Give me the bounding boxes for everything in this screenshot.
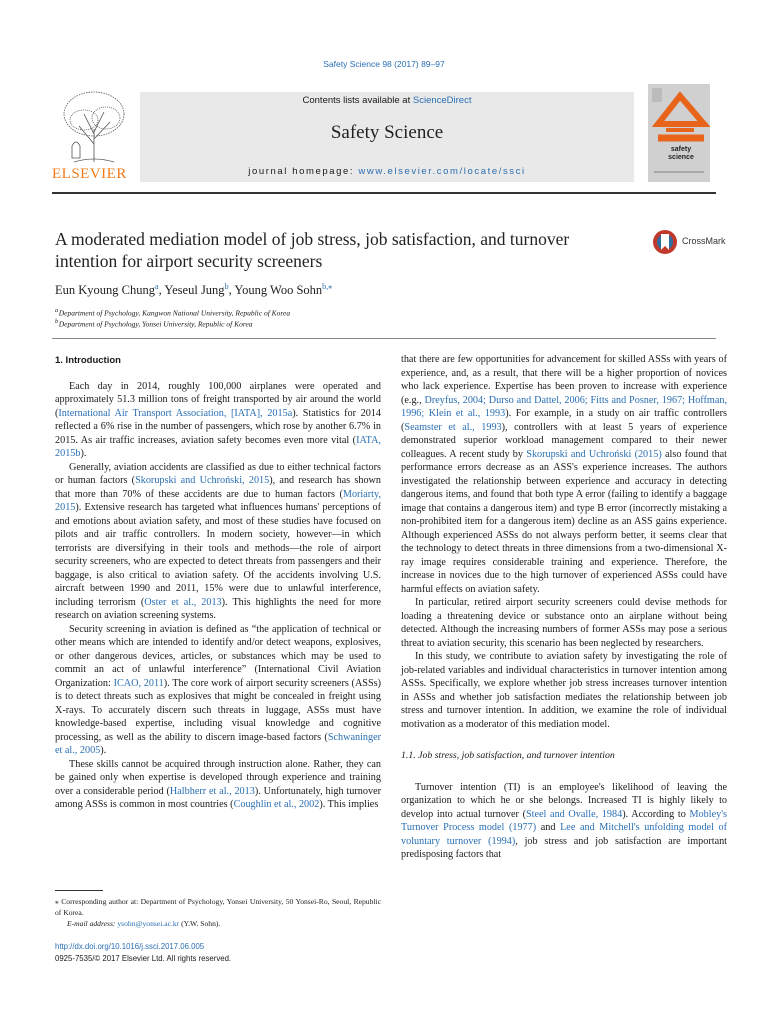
affiliation — [55, 318, 253, 329]
crossmark-label: CrossMark — [682, 236, 726, 246]
text-run: In particular, retired airport security screeners could devise methods for loading a threatening device or substance onto an airplane without being detected. Although the increasing numbers of former ASSs may pose a serious threat to aviation security, this scenario has been neglected by researchers. — [401, 597, 727, 649]
text-run: ). This highlights the need for more research on aviation screening systems. — [55, 596, 381, 621]
text-run: ). — [100, 745, 107, 756]
citation-link[interactable]: Oster et al., 2013 — [144, 596, 222, 608]
header-rule — [52, 192, 716, 194]
right-column — [401, 353, 727, 862]
citation-link[interactable]: Schwaninger et al., 2005 — [55, 731, 381, 756]
doi-link[interactable]: http://dx.doi.org/10.1016/j.ssci.2017.06.005 — [55, 942, 205, 951]
text-run: ). According to — [622, 808, 690, 820]
email-label: E-mail address: — [67, 919, 118, 928]
text-run: ). Statistics for 2014 reflected a 6% rise in the number of passengers, which rose by another 6.7% in 2015. As air traffic increases, aviation safety becomes even more vital ( — [55, 407, 381, 446]
body-paragraph — [55, 623, 381, 758]
footnote-rule — [55, 890, 103, 891]
email-suffix: (Y.W. Sohn). — [179, 919, 221, 928]
author-affil-sup[interactable]: b,⁎ — [322, 282, 333, 291]
affiliation-sup: b — [55, 318, 59, 325]
affiliation-text: Department of Psychology, Yonsei University, Republic of Korea — [58, 319, 253, 329]
crossmark-icon — [652, 228, 678, 256]
crossmark-badge[interactable] — [652, 228, 732, 258]
author-affil-sup[interactable]: a — [155, 282, 159, 291]
section-rule — [52, 338, 716, 339]
citation-link[interactable]: International Air Transport Association, [IATA], 2015a — [58, 407, 293, 419]
citation-link[interactable]: Skorupski and Uchroński (2015) — [526, 448, 662, 460]
subsection-heading: 1.1. Job stress, job satisfaction, and turnover intention — [401, 750, 615, 761]
footnote-email — [55, 918, 381, 929]
text-run: ), and research has shown that more than 70% of these accidents are due to human factors ( — [55, 475, 381, 500]
citation-link[interactable]: Moriarty, 2015 — [55, 488, 381, 513]
body-paragraph — [401, 781, 727, 862]
elsevier-wordmark: ELSEVIER — [52, 166, 127, 182]
citation-link[interactable]: Seamster et al., 1993 — [404, 421, 502, 433]
citation-link[interactable]: Coughlin et al., 2002 — [233, 799, 320, 810]
homepage-link[interactable]: www.elsevier.com/locate/ssci — [358, 166, 526, 177]
text-run: Generally, aviation accidents are classified as due to either technical factors or human factors ( — [55, 461, 381, 486]
text-run: that there are few opportunities for advancement for skilled ASSs with years of experience, and, as a result, that there will be a higher proportion of novices who lack experience. Expertise has been proven to increase with experience (e.g., — [401, 354, 727, 406]
copyright-line: 0925-7535/© 2017 Elsevier Ltd. All rights reserved. — [55, 954, 232, 963]
citation-link[interactable]: Halbherr et al., 2013 — [169, 785, 255, 797]
text-run: ), controllers with at least 5 years of experience demonstrated superior workload management compared to their newer colleagues. A recent study by — [401, 421, 728, 460]
citation-link[interactable]: Lee and Mitchell's unfolding model of voluntary turnover (1994) — [401, 822, 727, 847]
author-name[interactable]: Eun Kyoung Chung — [55, 283, 155, 298]
contents-line — [140, 95, 634, 106]
article-title: A moderated mediation model of job stress, job satisfaction, and turnover intention for airport security screeners — [55, 229, 570, 271]
affiliation-text: Department of Psychology, Kangwon National University, Republic of Korea — [58, 308, 291, 318]
text-run: ). Extensive research has targeted what influences humans' perceptions of and emotions about aviation safety, and most of these studies have focused on pilots and air traffic controllers. In modern society, however—in which terrorists are diversifying in their tools and methods—the role of airport security screeners, who are expected to detect threats from passengers and their baggage, is also critical to aviation safety. Of the accidents involving U.S. aircraft between 1990 and 2011, 15% were due to unlawful interference, including terrorism ( — [55, 502, 381, 608]
citation-link[interactable]: Mobley's Turnover Process model (1977) — [401, 808, 727, 833]
section-heading: 1. Introduction — [55, 355, 121, 366]
cover-title: safety science — [668, 146, 694, 161]
text-run: ). Unfortunately, high turnover among ASSs is common in most countries ( — [55, 785, 381, 810]
author-name[interactable]: Young Woo Sohn — [234, 283, 323, 298]
journal-reference[interactable]: Safety Science 98 (2017) 89–97 — [323, 59, 445, 69]
journal-homepage — [140, 166, 634, 177]
text-run: Turnover intention (TI) is an employee's likelihood of leaving the organization to which he or she belongs. Increased TI is highly likely to develop into actual turnover ( — [401, 781, 727, 820]
author-name[interactable]: Yeseul Jung — [164, 283, 225, 298]
email-link[interactable]: ysohn@yonsei.ac.kr — [117, 919, 180, 928]
citation-link[interactable]: IATA, 2015b — [55, 434, 381, 459]
footnote-corresponding: ⁎ Corresponding author at: Department of Psychology, Yonsei University, 50 Yonsei-Ro, Seoul, Republic of Korea. — [55, 897, 381, 917]
text-run: ). — [80, 448, 87, 459]
citation-link[interactable]: Dreyfus, 2004; Durso and Dattel, 2006; Fitts and Posner, 1967; Hoffman, 1996; Klein et al., 1993 — [401, 394, 727, 419]
journal-title: Safety Science — [330, 122, 444, 143]
text-run: Each day in 2014, roughly 100,000 airplanes were operated and approximately 51.3 million tons of freight transported by air around the world ( — [55, 380, 381, 419]
body-paragraph — [401, 596, 727, 650]
text-run: ). The core work of airport security screeners (ASSs) is to detect threats such as explosives that might be concealed in freight using X-rays. To accurately discern such threats in luggage, ASSs must have knowledge-based expertise, including visual knowledge and cognitive processing, as well as the ability to discern image-based factors ( — [55, 677, 381, 743]
body-paragraph — [401, 353, 727, 596]
affiliation-sup: a — [55, 307, 59, 314]
citation-link[interactable]: ICAO, 2011 — [113, 677, 164, 689]
left-column — [55, 354, 381, 812]
citation-link[interactable]: Skorupski and Uchroński, 2015 — [135, 475, 270, 486]
cover-graphic-icon — [648, 84, 710, 182]
affiliation — [55, 307, 290, 318]
text-run: also found that performance errors decrease as an ASS's experience increases. The authors investigated the relationship between experience and accuracy in detecting dangerous items, and found that both type A error (failing to identify a baggage image that contains a dangerous item) and type B error (incorrectly mistaking a non-prohibited item for a dangerous item) decline as an ASS gains experience. Although experienced ASSs do not always perform better, it seems clear that the technology to detect threats in three dimensions from a two-dimensional X-ray image requires considerable training and experience. Therefore, the increase in novices due to the high turnover of experienced ASSs could have harmful effects on aviation safety. — [401, 448, 727, 595]
author-list: Eun Kyoung Chung$^a$, Yeseul Jung$^b$, Young Woo Sohn$^{b,⁎}$ — [55, 282, 333, 298]
body-paragraph — [55, 461, 381, 623]
body-paragraph — [401, 650, 727, 731]
journal-cover-thumbnail — [648, 84, 710, 182]
citation-link[interactable]: Steel and Ovalle, 1984 — [526, 808, 623, 820]
text-run: These skills cannot be acquired through instruction alone. Rather, they can be gained only when expertise is developed through experience and training over a considerable period ( — [55, 758, 381, 797]
sciencedirect-link[interactable]: ScienceDirect — [412, 95, 472, 106]
text-run: , job stress and job satisfaction are important predisposing factors that — [401, 835, 728, 860]
contents-prefix: Contents lists available at — [302, 95, 413, 106]
homepage-prefix: journal homepage: — [248, 166, 359, 177]
text-run: ). For example, in a study on air traffic controllers ( — [401, 408, 727, 433]
text-run: In this study, we contribute to aviation safety by investigating the role of job-related variables and individual characteristics in turnover intention among ASSs. Specifically, we explore whether job stress increases turnover intention in ASSs and whether job satisfaction mediates the relationship between job stress and turnover intention. In addition, we examine the role of individual motivation as a moderator of this mediation model. — [401, 651, 727, 730]
text-run: ). This implies — [319, 799, 379, 810]
text-run: and — [536, 822, 561, 833]
author-affil-sup[interactable]: b — [224, 282, 229, 291]
body-paragraph — [55, 758, 381, 812]
body-paragraph — [55, 380, 381, 461]
text-run: Security screening in aviation is defined as “the application of technical or other means which are intended to identify and/or detect weapons, explosives, or other dangerous devices, articles, or substances which may be used to commit an act of unlawful interference” (International Civil Aviation Organization: — [55, 623, 381, 689]
